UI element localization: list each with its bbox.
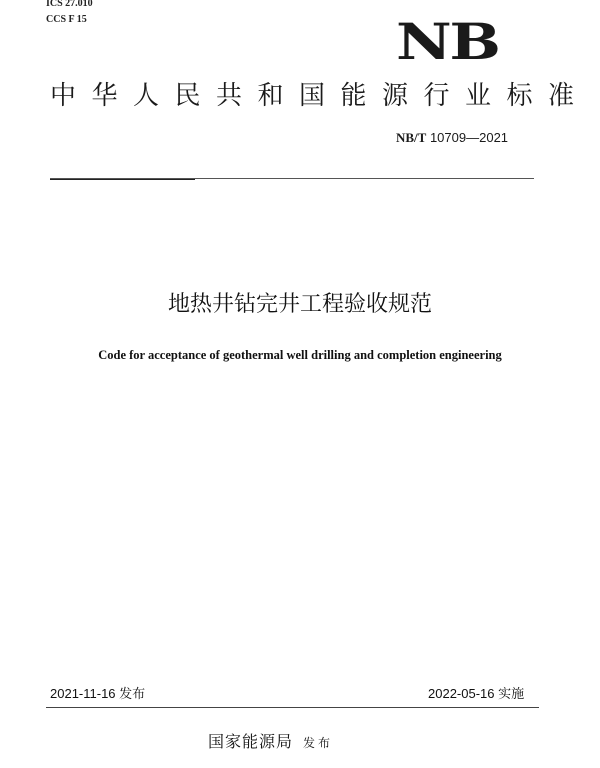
ics-code: ICS 27.010 <box>46 0 93 9</box>
standard-category-heading: 中华人民共和国能源行业标准 <box>50 81 590 111</box>
title-chinese: 地热井钻完井工程验收规范 <box>167 292 432 317</box>
publisher-name: 国家能源局 <box>208 732 294 751</box>
title-english: Code for acceptance of geothermal well drilling and completion engineering <box>98 348 502 362</box>
ccs-code: CCS F 15 <box>46 14 87 25</box>
issue-date: 2021-11-16 发布 <box>50 686 146 701</box>
nb-logo: NB <box>396 12 499 71</box>
bottom-divider <box>46 707 539 708</box>
publisher-suffix: 发布 <box>303 736 334 750</box>
standard-number <box>396 130 508 146</box>
publisher <box>208 731 333 754</box>
top-divider-accent <box>50 179 195 180</box>
standard-prefix: NB/T <box>396 130 427 145</box>
standard-number-value: 10709—2021 <box>426 130 509 145</box>
implementation-date: 2022-05-16 实施 <box>428 686 525 701</box>
